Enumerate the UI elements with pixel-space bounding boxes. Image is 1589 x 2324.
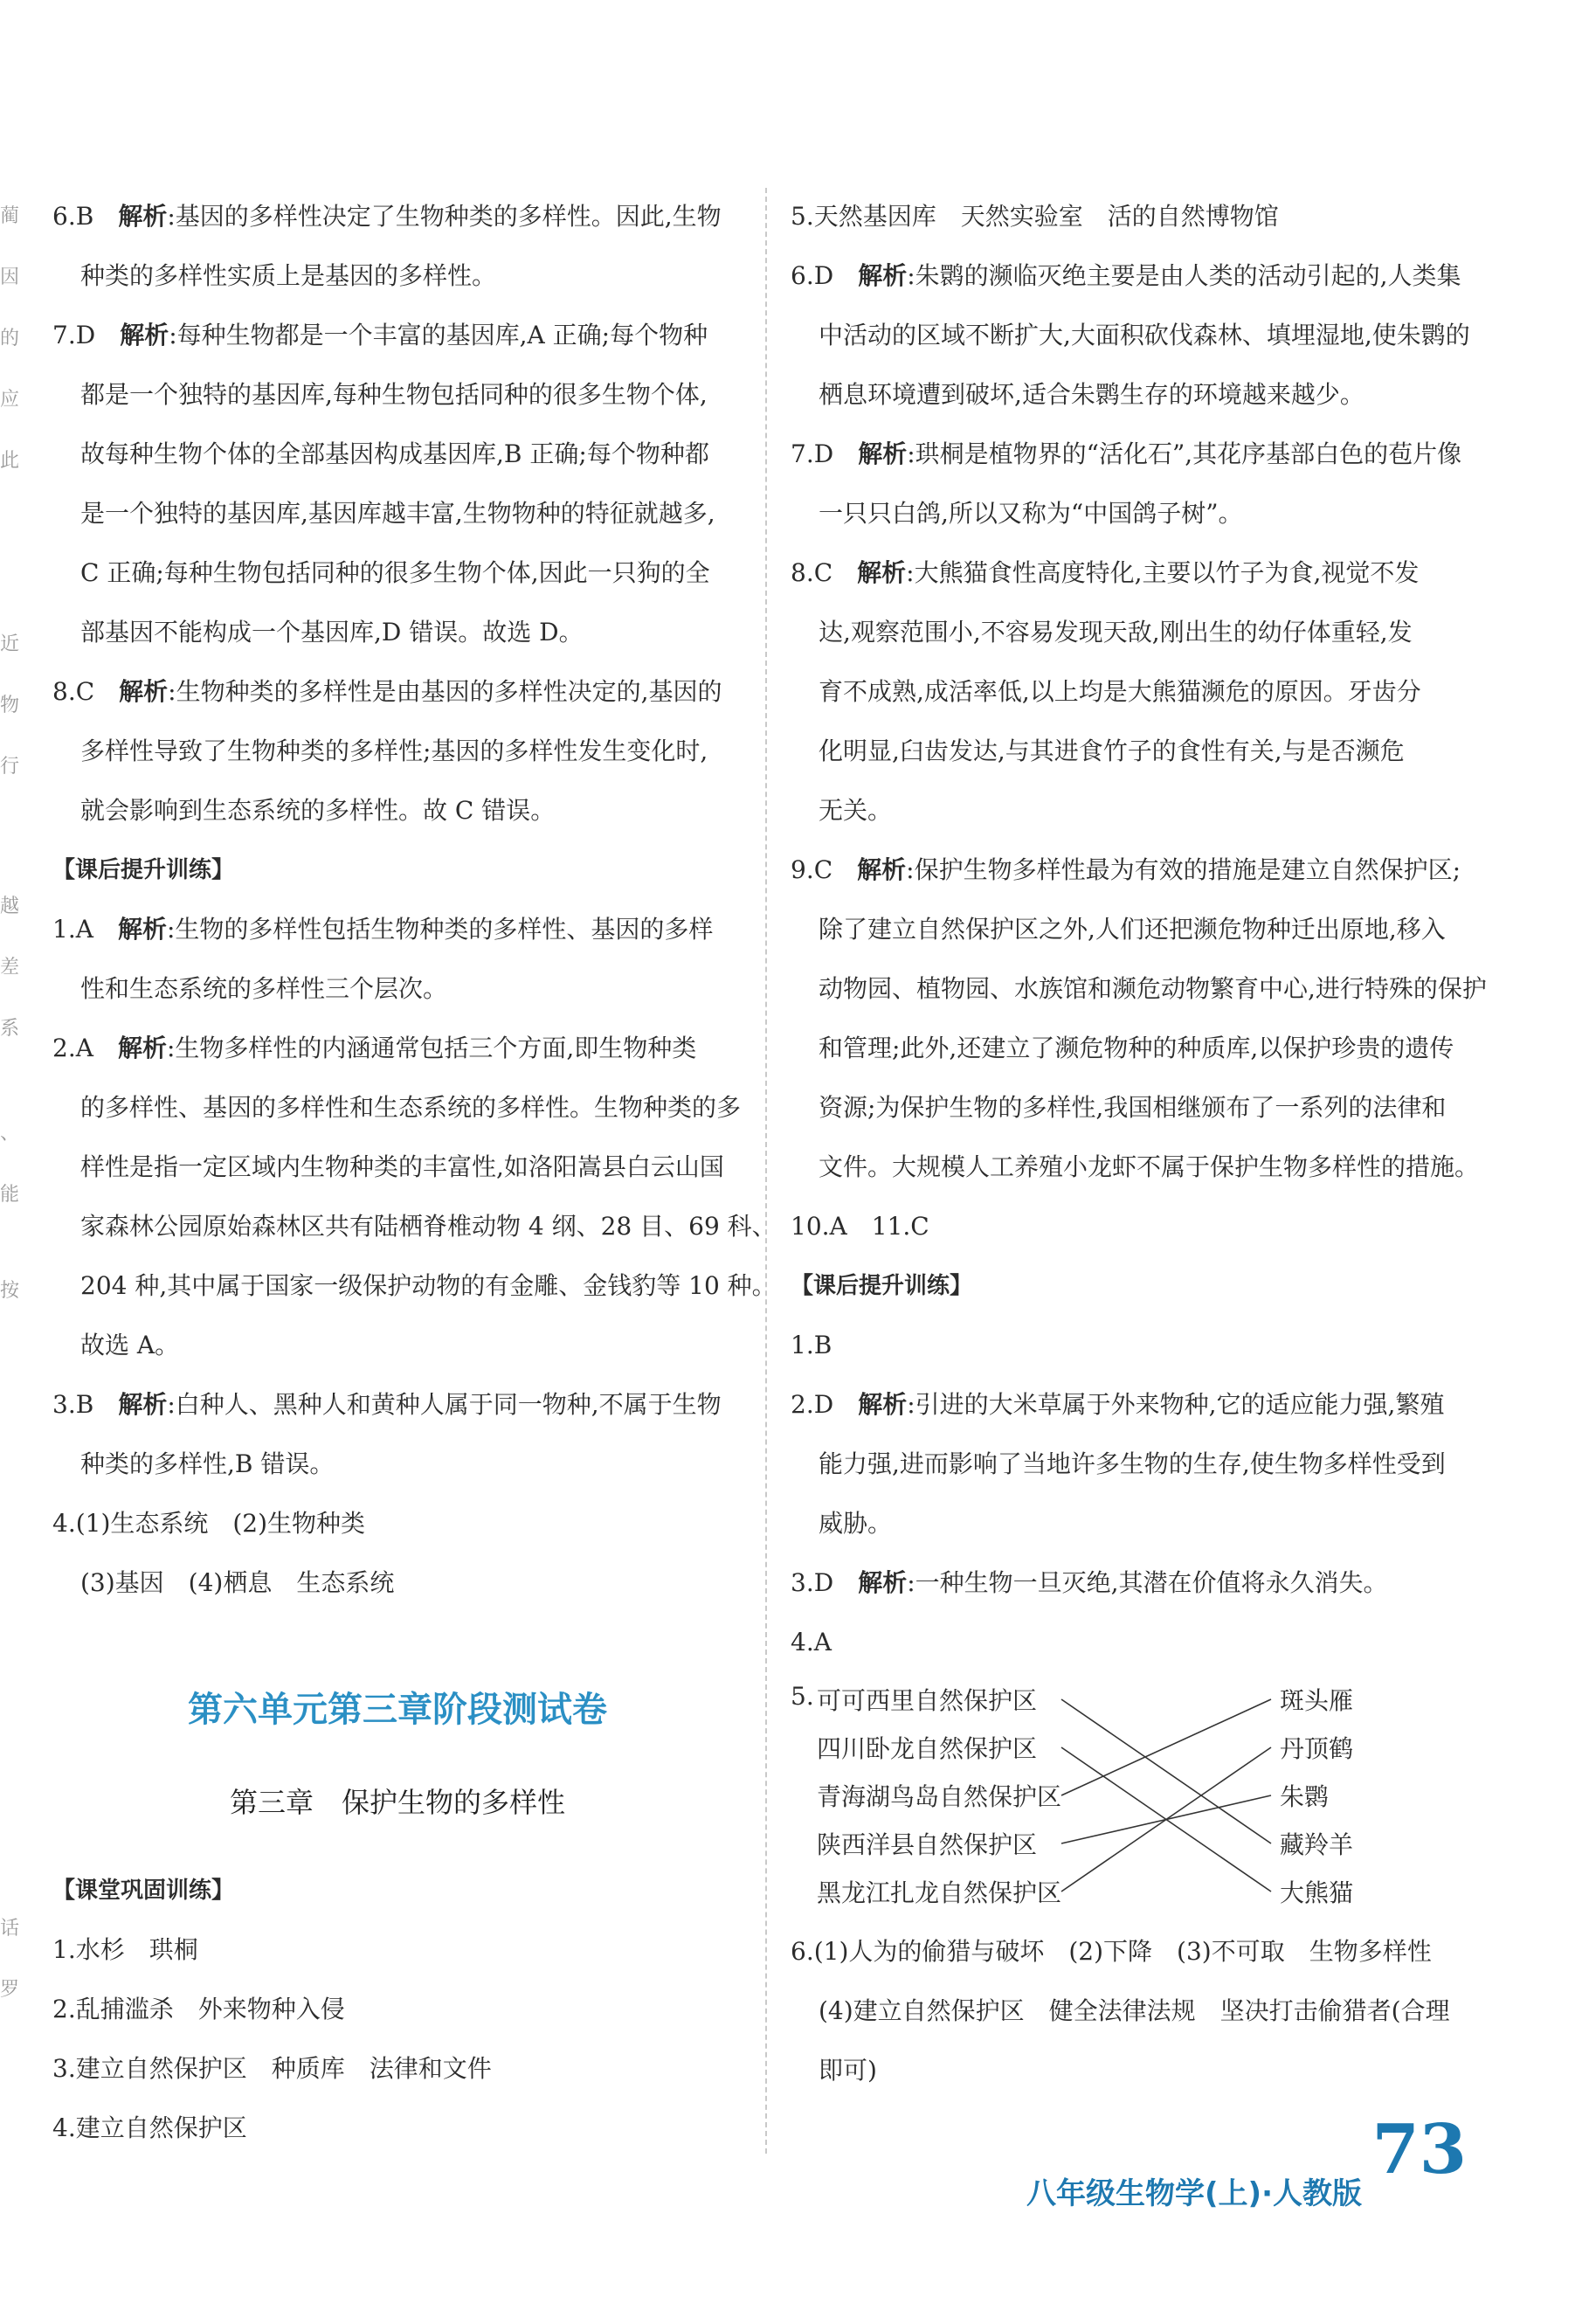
chapter-title: 第三章 保护生物的多样性 [229, 1786, 565, 1819]
answer-item: 4.建立自然保护区 [52, 2113, 247, 2142]
answer-line: 就会影响到生态系统的多样性。故 C 错误。 [80, 796, 556, 825]
book-title: 八年级生物学(上)·人教版 [1026, 2176, 1362, 2211]
answer-item: 8.C 解析:大熊猫食性高度特化,主要以竹子为食,视觉不发 [791, 558, 1420, 587]
section-heading: 【课后提升训练】 [791, 1273, 973, 1299]
answer-item: 1.水杉 珙桐 [52, 1935, 198, 1964]
answer-item: 2.D 解析:引进的大米草属于外来物种,它的适应能力强,繁殖 [791, 1390, 1445, 1419]
answer-line: 威胁。 [819, 1509, 893, 1538]
answer-line: 种类的多样性实质上是基因的多样性。 [80, 261, 497, 290]
reserve-label: 黑龙江扎龙自然保护区 [817, 1878, 1062, 1907]
answer-line: 达,观察范围小,不容易发现天敌,刚出生的幼仔体重轻,发 [819, 618, 1413, 647]
answer-line: 化明显,臼齿发达,与其进食竹子的食性有关,与是否濒危 [819, 737, 1405, 765]
answer-line: 性和生态系统的多样性三个层次。 [80, 974, 448, 1003]
answer-line: 的多样性、基因的多样性和生态系统的多样性。生物种类的多 [80, 1093, 742, 1122]
reserve-label: 四川卧龙自然保护区 [817, 1734, 1038, 1763]
answer-line: 204 种,其中属于国家一级保护动物的有金雕、金钱豹等 10 种。 [80, 1271, 777, 1300]
answer-line: 一只只白鸽,所以又称为“中国鸽子树”。 [819, 499, 1243, 528]
answer-line: 资源;为保护生物的多样性,我国相继颁布了一系列的法律和 [819, 1093, 1447, 1122]
species-label: 丹顶鹤 [1280, 1734, 1354, 1763]
reserve-label: 可可西里自然保护区 [817, 1686, 1038, 1715]
species-label: 朱鹮 [1280, 1782, 1330, 1811]
answer-line: 故每种生物个体的全部基因构成基因库,B 正确;每个物种都 [80, 439, 709, 468]
answer-item: 1.B [791, 1331, 832, 1359]
reserve-label: 青海湖鸟岛自然保护区 [817, 1782, 1062, 1811]
answer-item: 8.C 解析:生物种类的多样性是由基因的多样性决定的,基因的 [52, 677, 722, 706]
answer-line: 动物园、植物园、水族馆和濒危动物繁育中心,进行特殊的保护 [819, 974, 1487, 1003]
species-label: 大熊猫 [1280, 1878, 1354, 1907]
answer-item: 6.B 解析:基因的多样性决定了生物种类的多样性。因此,生物 [52, 202, 722, 231]
species-label: 藏羚羊 [1280, 1830, 1354, 1859]
section-heading: 【课后提升训练】 [52, 857, 235, 883]
answer-line: 栖息环境遭到破坏,适合朱鹮生存的环境越来越少。 [819, 380, 1364, 409]
binding-edge-marks: 蔺 因 的 应 此 近 物 行 越 差 系 、 能 按 话 罗 [0, 205, 20, 2001]
answer-item: 6.D 解析:朱鹮的濒临灭绝主要是由人类的活动引起的,人类集 [791, 261, 1461, 290]
matching-line [1061, 1699, 1271, 1843]
section-heading: 【课堂巩固训练】 [52, 1878, 235, 1904]
answer-item: 4.A [791, 1628, 832, 1657]
species-label: 斑头雁 [1280, 1686, 1354, 1715]
answer-item: 7.D 解析:每种生物都是一个丰富的基因库,A 正确;每个物种 [52, 321, 708, 349]
answer-item: 3.建立自然保护区 种质库 法律和文件 [52, 2054, 492, 2083]
matching-line [1061, 1699, 1271, 1795]
classroom-section [52, 1861, 743, 2158]
answer-line: 和管理;此外,还建立了濒危物种的种质库,以保护珍贵的遗传 [819, 1034, 1454, 1062]
answer-item: 5.天然基因库 天然实验室 活的自然博物馆 [791, 202, 1279, 231]
answer-line: 育不成熟,成活率低,以上均是大熊猫濒危的原因。牙齿分 [819, 677, 1421, 706]
column-divider [765, 188, 767, 2154]
answer-line: 部基因不能构成一个基因库,D 错误。故选 D。 [80, 618, 584, 647]
answer-line: C 正确;每种生物包括同种的很多生物个体,因此一只狗的全 [80, 558, 710, 587]
answer-line: 是一个独特的基因库,基因库越丰富,生物物种的特征就越多, [80, 499, 715, 528]
answer-item: 9.C 解析:保护生物多样性最为有效的措施是建立自然保护区; [791, 855, 1461, 884]
answer-line: 文件。大规模人工养殖小龙虾不属于保护生物多样性的措施。 [819, 1152, 1480, 1181]
answer-item: 3.D 解析:一种生物一旦灭绝,其潜在价值将永久消失。 [791, 1568, 1388, 1597]
answer-item: 10.A 11.C [791, 1212, 929, 1241]
answer-item: 7.D 解析:珙桐是植物界的“活化石”,其花序基部白色的苞片像 [791, 439, 1462, 468]
answer-line: 种类的多样性,B 错误。 [80, 1449, 335, 1478]
answer-line: 能力强,进而影响了当地许多生物的生存,使生物多样性受到 [819, 1449, 1446, 1478]
answer-item: 3.B 解析:白种人、黑种人和黄种人属于同一物种,不属于生物 [52, 1390, 722, 1419]
answer-item: 2.乱捕滥杀 外来物种入侵 [52, 1995, 345, 2023]
answer-line: 无关。 [819, 796, 893, 825]
right-column [791, 187, 1487, 1672]
reserve-label: 陕西洋县自然保护区 [817, 1830, 1038, 1859]
page-number: 73 [1371, 2110, 1467, 2189]
answer-line: 多样性导致了生物种类的多样性;基因的多样性发生变化时, [80, 737, 708, 765]
answer-line: 都是一个独特的基因库,每种生物包括同种的很多生物个体, [80, 380, 708, 409]
answer-line: 故选 A。 [80, 1331, 180, 1359]
answer-item-6: 6.(1)人为的偷猎与破坏 (2)下降 (3)不可取 生物多样性 (4)建立自然保护区 健全法律法规 坚决打击偷猎者(合理 即可) [791, 1937, 1450, 2085]
answer-line: 样性是指一定区域内生物种类的丰富性,如洛阳嵩县白云山国 [80, 1152, 724, 1181]
answer-line: (3)基因 (4)栖息 生态系统 [80, 1568, 395, 1597]
unit-title: 第六单元第三章阶段测试卷 [188, 1690, 607, 1730]
answer-line: 除了建立自然保护区之外,人们还把濒危物种迁出原地,移入 [819, 915, 1446, 944]
answer-line: 家森林公园原始森林区共有陆栖脊椎动物 4 纲、28 目、69 科、 [80, 1212, 777, 1241]
answer-item: 4.(1)生态系统 (2)生物种类 [52, 1509, 366, 1538]
question-number: 5. [791, 1682, 814, 1711]
answer-line: 中活动的区域不断扩大,大面积砍伐森林、填埋湿地,使朱鹮的 [819, 321, 1470, 349]
left-column [52, 187, 777, 1613]
answer-item: 1.A 解析:生物的多样性包括生物种类的多样性、基因的多样 [52, 915, 714, 944]
answer-item: 2.A 解析:生物多样性的内涵通常包括三个方面,即生物种类 [52, 1034, 697, 1062]
